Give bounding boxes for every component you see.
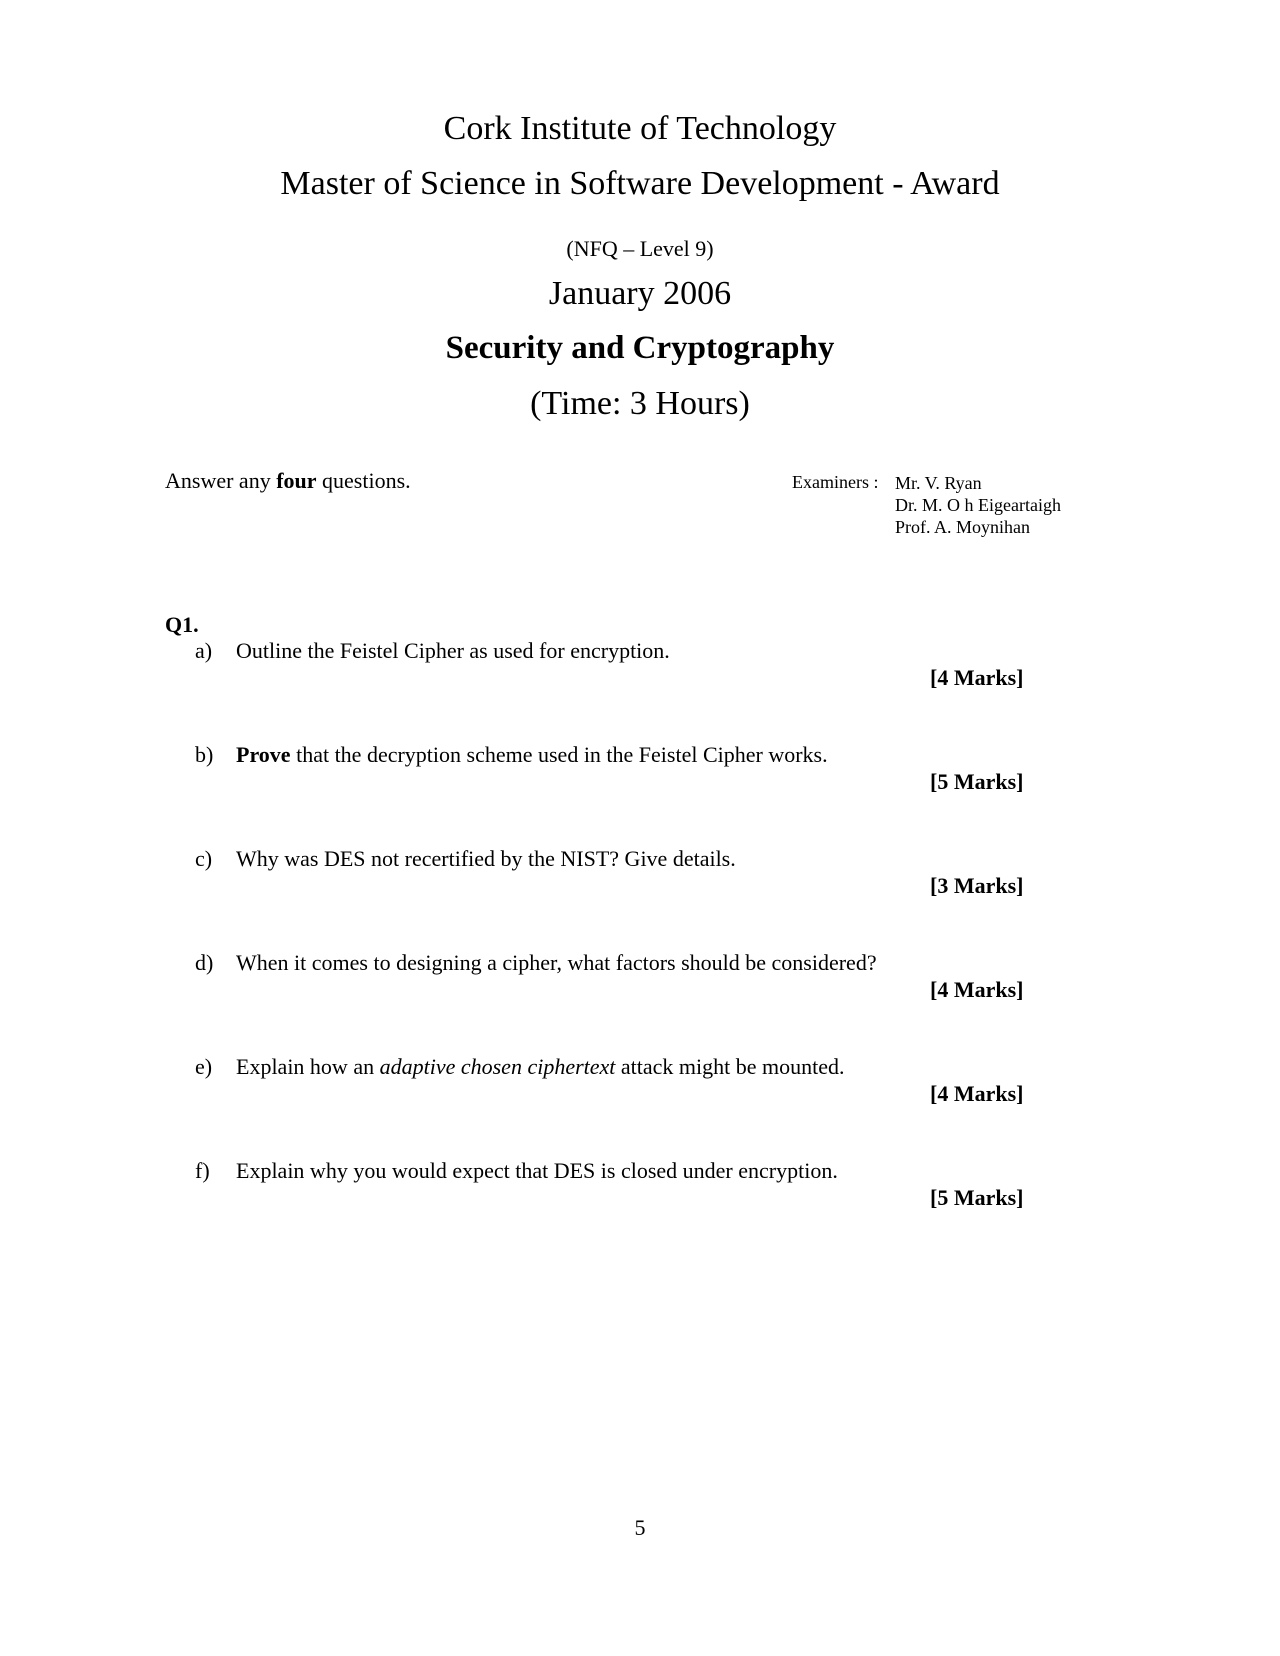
part-text: Why was DES not recertified by the NIST? Give details.	[236, 846, 736, 871]
examiners-label: Examiners :	[792, 472, 879, 492]
part-text-suffix: attack might be mounted.	[615, 1054, 845, 1079]
part-text: When it comes to designing a cipher, what factors should be considered?	[236, 950, 877, 975]
instructions-emphasis: four	[276, 468, 317, 493]
programme-title: Master of Science in Software Development - Award	[280, 165, 1000, 202]
question-part-c	[0, 846, 1280, 926]
instructions	[165, 468, 411, 494]
part-marks: [4 Marks]	[930, 665, 1024, 690]
part-text: Outline the Feistel Cipher as used for encryption.	[236, 638, 670, 663]
part-marks: [3 Marks]	[930, 873, 1024, 898]
part-letter: a)	[195, 638, 213, 663]
part-letter: d)	[195, 950, 214, 975]
part-text-prefix: Explain how an	[236, 1054, 380, 1079]
page-number: 5	[634, 1515, 646, 1540]
part-marks: [5 Marks]	[930, 1185, 1024, 1210]
question-part-d	[0, 950, 1280, 1030]
part-marks: [4 Marks]	[930, 977, 1024, 1002]
part-marks: [4 Marks]	[930, 1081, 1024, 1106]
instructions-prefix: Answer any	[165, 468, 277, 493]
part-letter: c)	[195, 846, 213, 871]
exam-duration: (Time: 3 Hours)	[530, 385, 750, 422]
question-part-e	[0, 1054, 1280, 1134]
part-text-bold: Prove	[236, 742, 291, 767]
examiner-name: Mr. V. Ryan	[895, 473, 982, 493]
part-text: Explain why you would expect that DES is closed under encryption.	[236, 1158, 838, 1183]
part-marks: [5 Marks]	[930, 769, 1024, 794]
examiner-name: Dr. M. O h Eigeartaigh	[895, 495, 1061, 515]
part-letter: f)	[195, 1158, 210, 1183]
part-text-rest: that the decryption scheme used in the Feistel Cipher works.	[290, 742, 828, 767]
part-text	[236, 742, 828, 768]
examiner-name: Prof. A. Moynihan	[895, 517, 1030, 537]
institute-title: Cork Institute of Technology	[443, 110, 837, 147]
subject-title: Security and Cryptography	[445, 330, 835, 366]
question-part-f	[0, 1158, 1280, 1238]
instructions-suffix: questions.	[316, 468, 411, 493]
part-letter: b)	[195, 742, 214, 767]
question-number: Q1.	[165, 612, 199, 637]
question-part-a	[0, 638, 1280, 718]
part-letter: e)	[195, 1054, 213, 1079]
part-text	[236, 1054, 845, 1080]
exam-date: January 2006	[548, 275, 732, 312]
nfq-level: (NFQ – Level 9)	[566, 236, 714, 261]
part-text-italic: adaptive chosen ciphertext	[379, 1054, 616, 1079]
question-part-b	[0, 742, 1280, 822]
